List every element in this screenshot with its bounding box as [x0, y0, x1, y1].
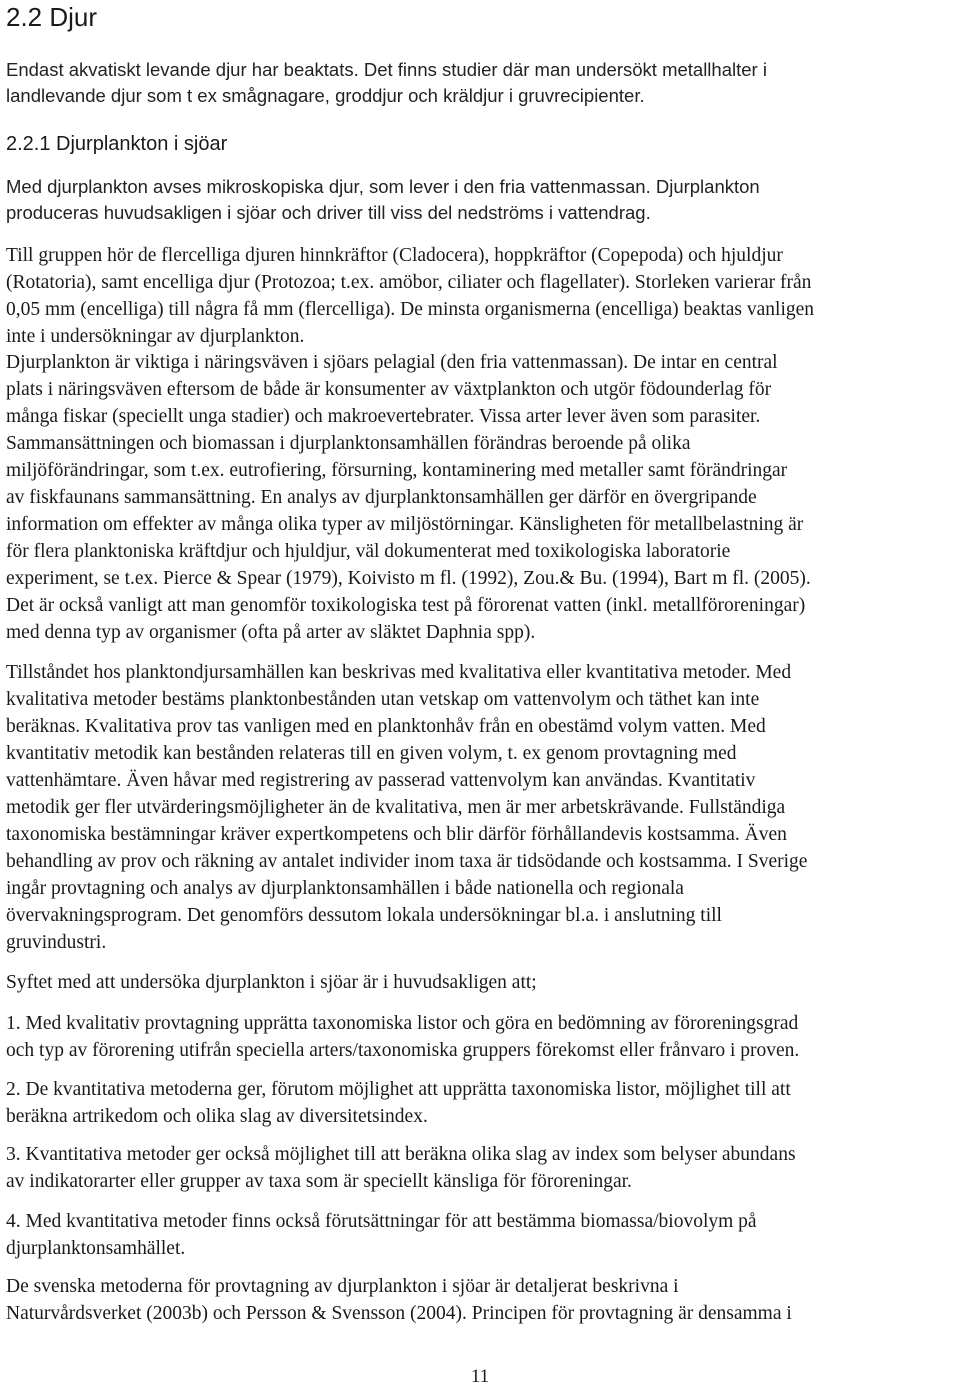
text-line: Med djurplankton avses mikroskopiska djur, som lever i den fria vattenmassan. Djurplankton [6, 176, 760, 197]
text-line: övervakningsprogram. Det genomförs dessutom lokala undersökningar bl.a. i anslutning till [6, 905, 722, 926]
text-line: Naturvårdsverket (2003b) och Persson & Svensson (2004). Principen för provtagning är densamma i [6, 1303, 792, 1324]
text-line: vattenhämtare. Även håvar med registrering av passerad vattenvolym kan användas. Kvantitativ [6, 770, 756, 791]
list-item-1 [6, 1010, 958, 1064]
text-line: kvantitativ metodik kan bestånden relateras till en given volym, t. ex genom provtagning med [6, 743, 737, 764]
text-line: landlevande djur som t ex smågnagare, groddjur och kräldjur i gruvrecipienter. [6, 85, 645, 106]
text-line: beräknas. Kvalitativa prov tas vanligen med en planktonhåv från en obestämd volym vatten. Med [6, 716, 766, 737]
text-line: beräkna artrikedom och olika slag av diversitetsindex. [6, 1106, 428, 1127]
text-line: ingår provtagning och analys av djurplanktonsamhällen i både nationella och regionala [6, 878, 684, 899]
text-line: inte i undersökningar av djurplankton. [6, 326, 305, 347]
paragraph-food-web [6, 349, 958, 646]
page-number: 11 [470, 1366, 490, 1387]
list-item-4 [6, 1208, 958, 1262]
text-line: 4. Med kvantitativa metoder finns också förutsättningar för att bestämma biomassa/biovolym på [6, 1211, 757, 1232]
text-line: metodik ger fler utvärderingsmöjligheter än de kvalitativa, men är mer arbetskrävande. Fullständiga [6, 797, 786, 818]
paragraph-methods [6, 659, 958, 956]
list-item-3 [6, 1141, 958, 1195]
text-line: Det är också vanligt att man genomför toxikologiska test på förorenat vatten (inkl. metallföroreningar) [6, 595, 806, 616]
text-line: kvalitativa metoder bestäms planktonbestånden utan vetskap om vattenvolym och täthet kan inte [6, 689, 760, 710]
list-item-2 [6, 1076, 958, 1130]
section-heading: 2.2 Djur [6, 2, 98, 32]
text-line: djurplanktonsamhället. [6, 1238, 186, 1259]
paragraph-groups [6, 242, 958, 350]
text-line: Syftet med att undersöka djurplankton i sjöar är i huvudsakligen att; [6, 972, 537, 993]
text-line: behandling av prov och räkning av antalet individer inom taxa är tidsödande och kostsamma. I Sverige [6, 851, 808, 872]
subsection-intro [6, 174, 760, 226]
text-line: 3. Kvantitativa metoder ger också möjlighet till att beräkna olika slag av index som belyser abundans [6, 1144, 796, 1165]
text-line: och typ av förorening utifrån speciella arters/taxonomiska gruppers förekomst eller frånvaro i proven. [6, 1040, 800, 1061]
text-line: Endast akvatiskt levande djur har beaktats. Det finns studier där man undersökt metallhalter i [6, 59, 767, 80]
text-line: produceras huvudsakligen i sjöar och driver till viss del nedströms i vattendrag. [6, 202, 651, 223]
text-line: Till gruppen hör de flercelliga djuren hinnkräftor (Cladocera), hoppkräftor (Copepoda) och hjuldjur [6, 245, 783, 266]
section-intro [6, 57, 767, 109]
text-line: av fiskfaunans sammansättning. En analys av djurplanktonsamhällen ger därför en övergripande [6, 487, 757, 508]
paragraph-purpose [6, 969, 958, 996]
text-line: miljöförändringar, som t.ex. eutrofiering, försurning, kontaminering med metaller samt förändringar [6, 460, 788, 481]
text-line: 0,05 mm (encelliga) till några få mm (flercelliga). De minsta organismerna (encelliga) beaktas vanligen [6, 299, 815, 320]
text-line: 2. De kvantitativa metoderna ger, förutom möjlighet att upprätta taxonomiska listor, möjlighet till att [6, 1079, 791, 1100]
text-line: Sammansättningen och biomassan i djurplanktonsamhällen förändras beroende på olika [6, 433, 691, 454]
text-line: taxonomiska bestämningar kräver expertkompetens och blir därför förhållandevis kostsamma. Även [6, 824, 787, 845]
subsection-heading: 2.2.1 Djurplankton i sjöar [6, 133, 228, 155]
paragraph-swedish-methods [6, 1273, 958, 1327]
text-line: Tillståndet hos planktondjursamhällen kan beskrivas med kvalitativa eller kvantitativa metoder. Med [6, 662, 792, 683]
text-line: information om effekter av många olika typer av miljöstörningar. Känsligheten för metallbelastning är [6, 514, 804, 535]
text-line: med denna typ av organismer (ofta på arter av släktet Daphnia spp). [6, 622, 536, 643]
text-line: experiment, se t.ex. Pierce & Spear (1979), Koivisto m fl. (1992), Zou.& Bu. (1994), Bart m fl. (2005). [6, 568, 811, 589]
text-line: gruvindustri. [6, 932, 107, 953]
text-line: plats i näringsväven eftersom de både är konsumenter av växtplankton och utgör födounderlag för [6, 379, 772, 400]
text-line: Djurplankton är viktiga i näringsväven i sjöars pelagial (den fria vattenmassan). De intar en central [6, 352, 778, 373]
text-line: 1. Med kvalitativ provtagning upprätta taxonomiska listor och göra en bedömning av föroreningsgrad [6, 1013, 799, 1034]
text-line: av indikatorarter eller grupper av taxa som är speciellt känsliga för föroreningar. [6, 1171, 632, 1192]
text-line: De svenska metoderna för provtagning av djurplankton i sjöar är detaljerat beskrivna i [6, 1276, 679, 1297]
text-line: för flera planktoniska kräftdjur och hjuldjur, väl dokumenterat med toxikologiska laboratorie [6, 541, 731, 562]
text-line: (Rotatoria), samt encelliga djur (Protozoa; t.ex. amöbor, ciliater och flagellater). Storleken varierar från [6, 272, 812, 293]
text-line: många fiskar (speciellt unga stadier) och makroevertebrater. Vissa arter lever även som parasiter. [6, 406, 761, 427]
